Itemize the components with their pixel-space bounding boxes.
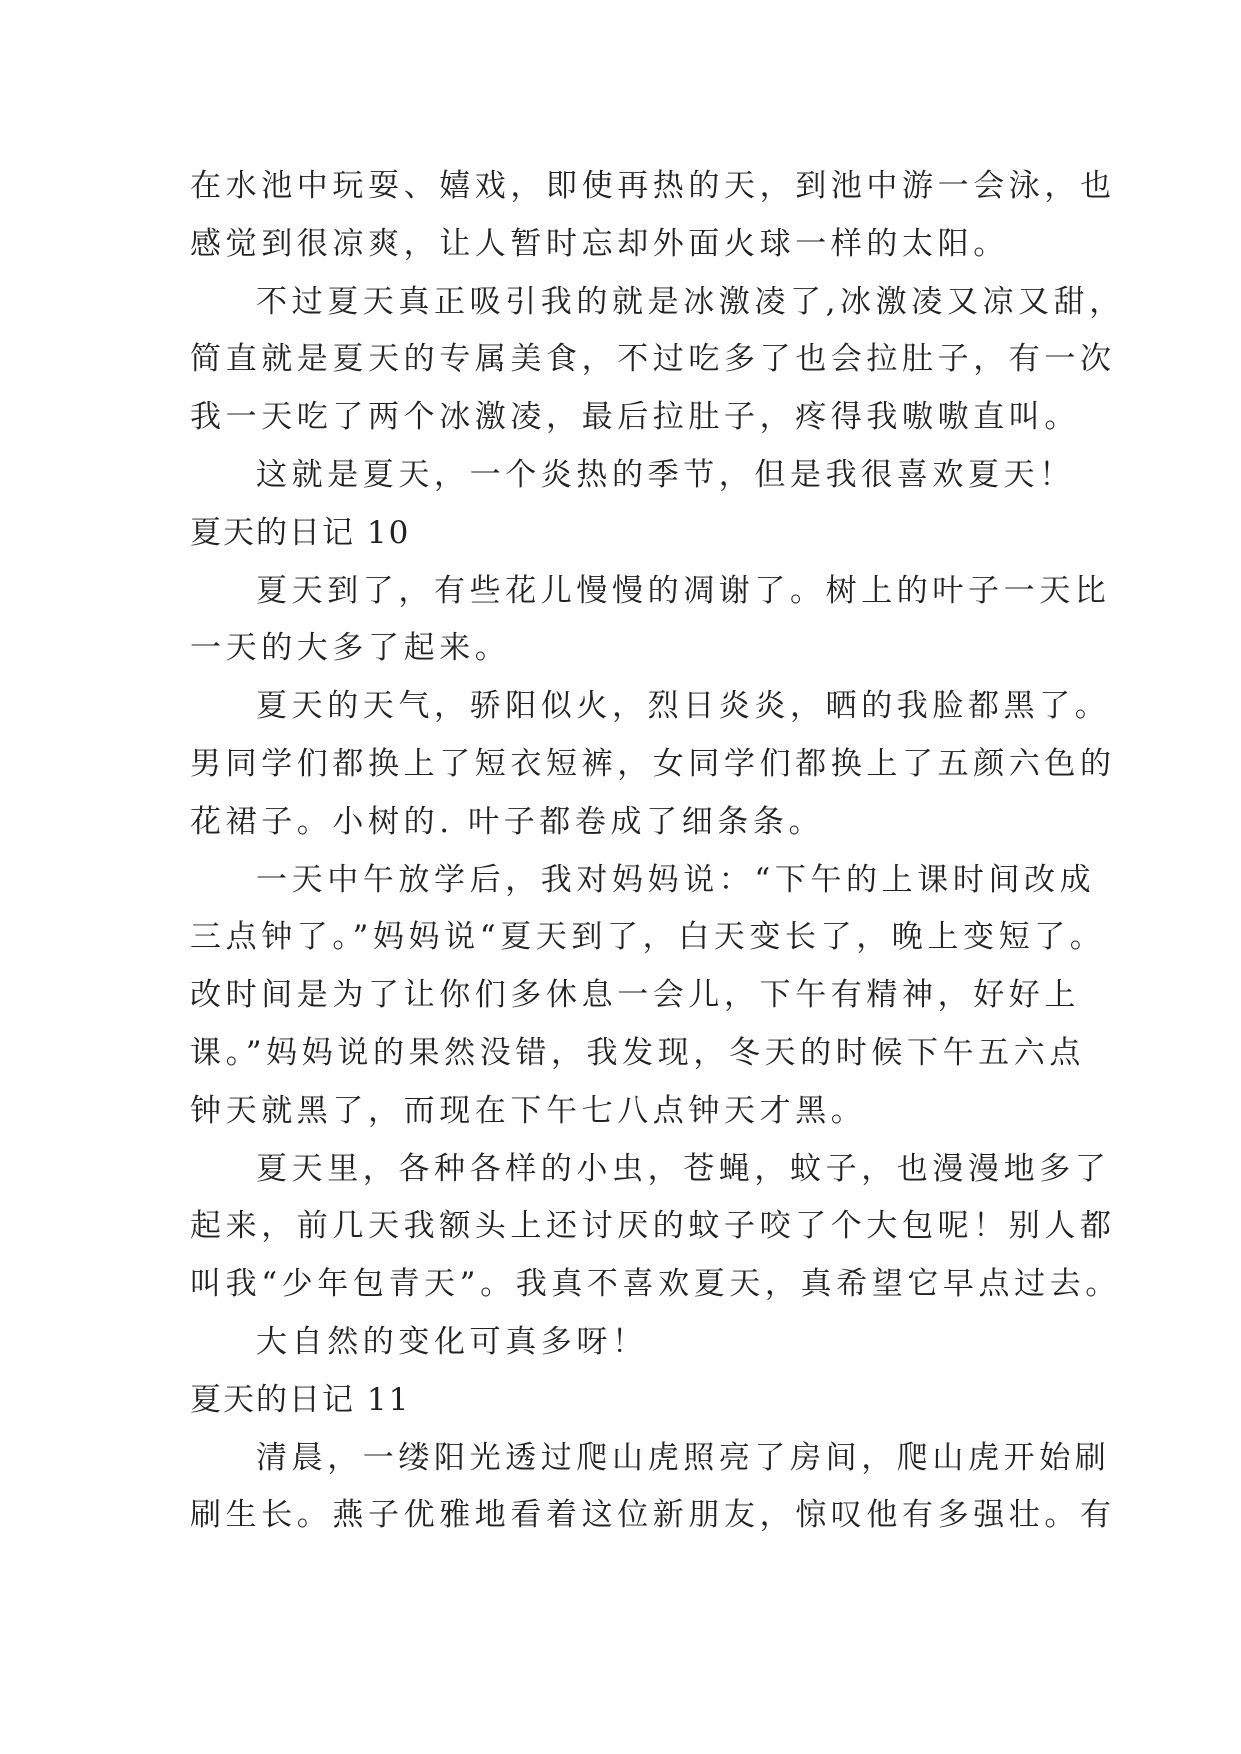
paragraph-start: 大自然的变化可真多呀！ xyxy=(256,1323,648,1360)
text-line: 男同学们都换上了短衣短裤，女同学们都换上了五颜六色的 xyxy=(190,745,1116,782)
text-line: 我一天吃了两个冰激凌，最后拉肚子，疼得我嗷嗷直叫。 xyxy=(190,399,1080,436)
paragraph-start: 一天中午放学后，我对妈妈说：“下午的上课时间改成 xyxy=(256,861,1096,898)
paragraph-start: 清晨，一缕阳光透过爬山虎照亮了房间，爬山虎开始刷 xyxy=(256,1439,1111,1476)
text-line: 刷生长。燕子优雅地看着这位新朋友，惊叹他有多强壮。有 xyxy=(190,1497,1116,1534)
text-line: 叫我“少年包青天”。我真不喜欢夏天，真希望它早点过去。 xyxy=(190,1266,1121,1303)
text-line: 钟天就黑了，而现在下午七八点钟天才黑。 xyxy=(190,1092,867,1129)
text-line: 一天的大多了起来。 xyxy=(190,630,511,667)
paragraph-start: 夏天到了，有些花儿慢慢的凋谢了。树上的叶子一天比 xyxy=(256,572,1111,609)
paragraph-start: 夏天里，各种各样的小虫，苍蝇，蚊子，也漫漫地多了 xyxy=(256,1150,1111,1187)
paragraph-start: 不过夏天真正吸引我的就是冰激凌了,冰激凌又凉又甜， xyxy=(256,283,1125,320)
text-line: 课。”妈妈说的果然没错，我发现，冬天的时候下午五六点 xyxy=(190,1034,1085,1071)
paragraph-start: 夏天的天气，骄阳似火，烈日炎炎，晒的我脸都黑了。 xyxy=(256,688,1111,725)
text-line: 花裙子。小树的. 叶子都卷成了细条条。 xyxy=(190,803,825,840)
section-heading: 夏天的日记 11 xyxy=(190,1381,411,1418)
text-line: 简直就是夏天的专属美食，不过吃多了也会拉肚子，有一次 xyxy=(190,341,1116,378)
section-heading: 夏天的日记 10 xyxy=(190,514,411,551)
text-line: 起来，前几天我额头上还讨厌的蚊子咬了个大包呢！别人都 xyxy=(190,1208,1116,1245)
paragraph-start: 这就是夏天，一个炎热的季节，但是我很喜欢夏天！ xyxy=(256,456,1075,493)
text-line: 改时间是为了让你们多休息一会儿，下午有精神，好好上 xyxy=(190,977,1080,1014)
text-line: 三点钟了。”妈妈说“夏天到了，白天变长了，晚上变短了。 xyxy=(190,919,1106,956)
text-line: 感觉到很凉爽，让人暂时忘却外面火球一样的太阳。 xyxy=(190,225,1009,262)
document-body xyxy=(190,158,1125,1545)
text-line: 在水池中玩耍、嬉戏，即使再热的天，到池中游一会泳，也 xyxy=(190,168,1116,204)
